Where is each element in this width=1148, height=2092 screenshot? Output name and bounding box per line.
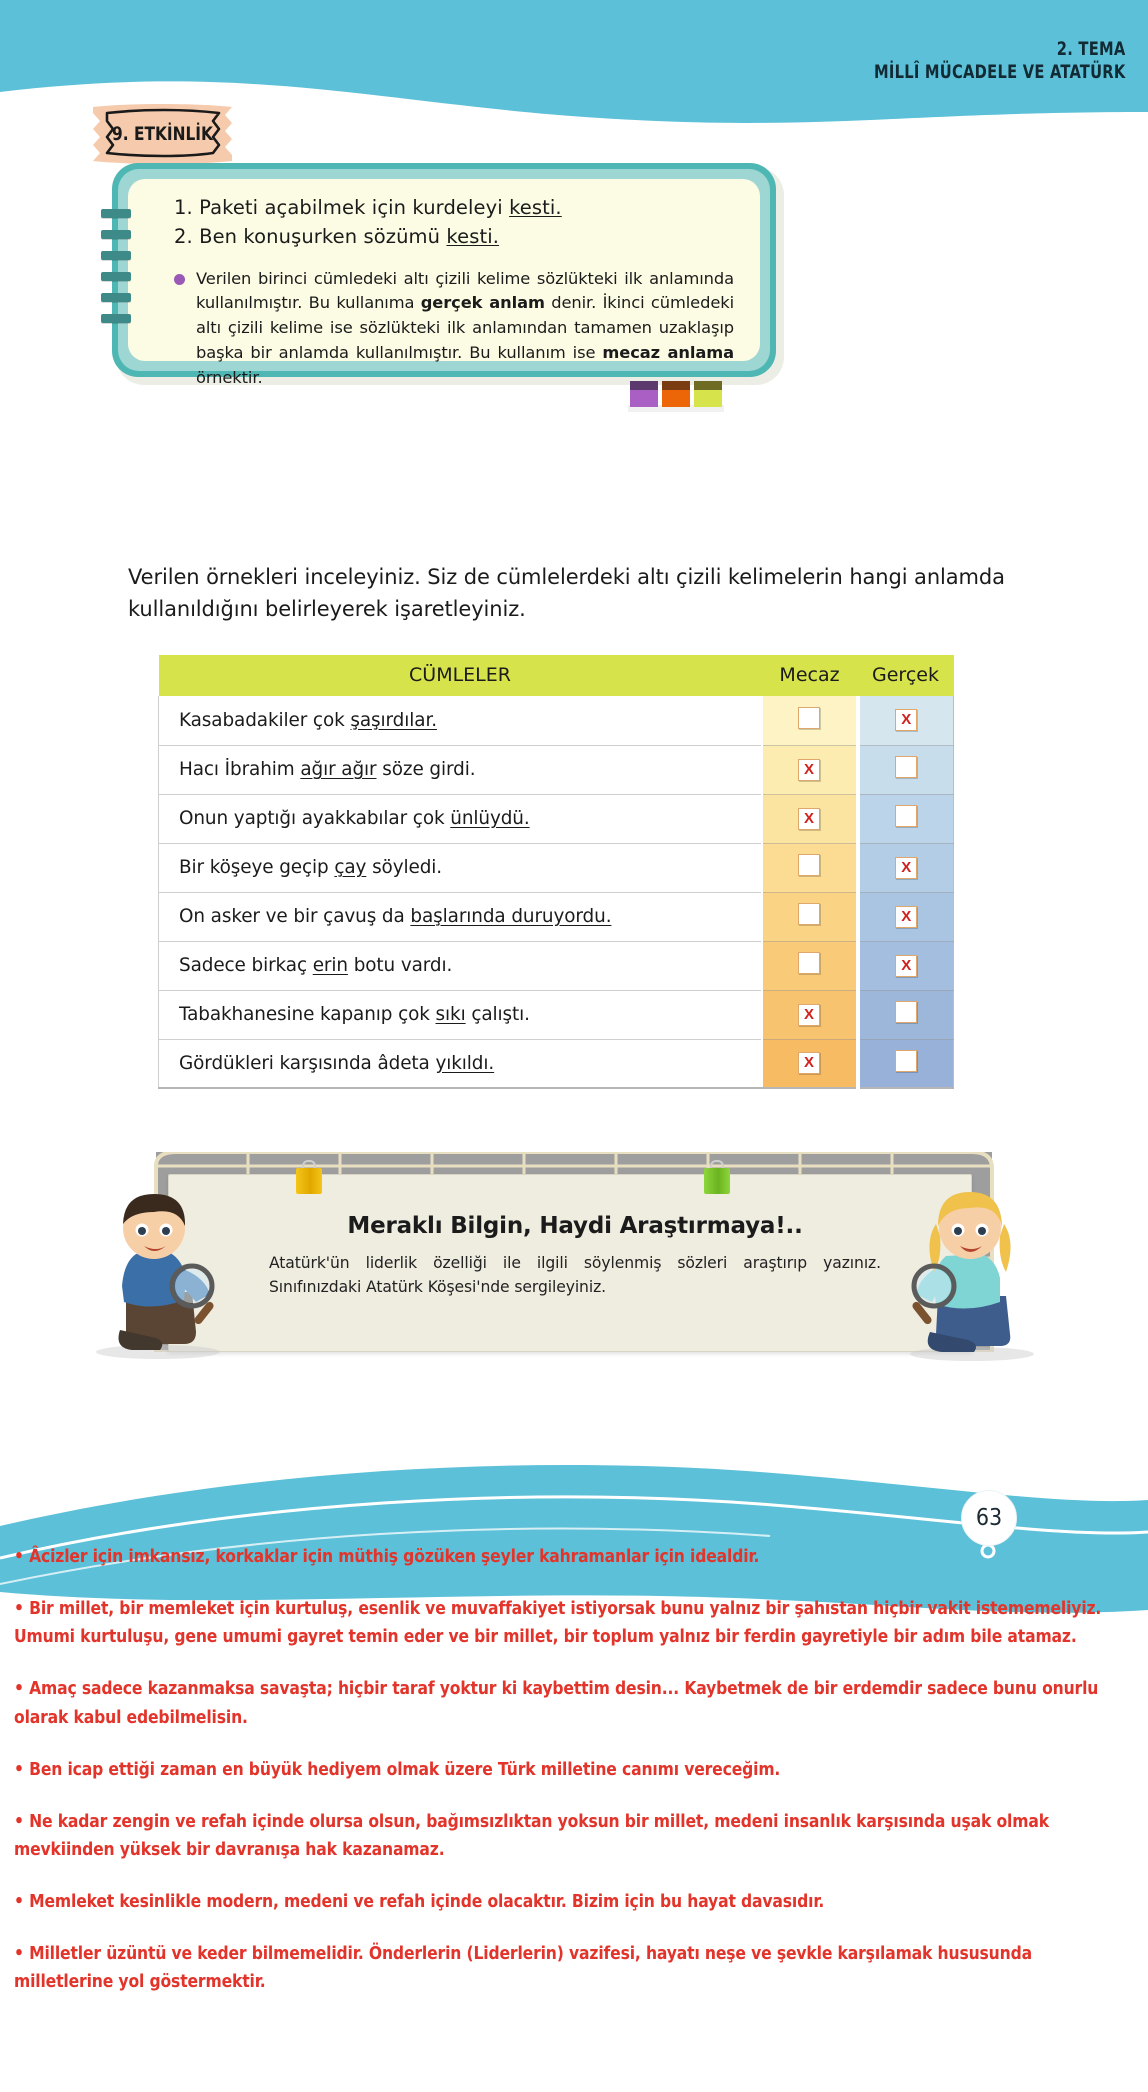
meaning-table-wrapper [158, 655, 954, 1089]
table-row [159, 794, 954, 843]
quote-item: • Ben icap ettiği zaman en büyük hediyem olmak üzere Türk milletine canımı vereceğim. [14, 1759, 781, 1780]
note-card-border-inner [118, 169, 770, 387]
table-cell-sentence: Kasabadakiler çok şaşırdılar. [159, 696, 762, 745]
explanation-part-3: örnektir. [196, 367, 263, 387]
table-cell-mecaz [762, 843, 858, 892]
checkbox-mecaz[interactable]: X [798, 759, 820, 781]
note-card-border-outer [112, 163, 776, 387]
activity-badge [85, 103, 240, 165]
checkbox-mecaz[interactable] [798, 952, 820, 974]
checkbox-mecaz[interactable] [798, 903, 820, 925]
example-line-1 [174, 193, 734, 222]
quote-item: • Bir millet, bir memleket için kurtuluş, esenlik ve muvaffakiyet istiyorsak bunu yalnız bir şahıstan hiçbir vakit istememeliyiz. Umumi kurtuluşu, gene umumi gayret temin eder ve bir millet, bir toplum yalnız bir ferdin gayretiyle bir adım bile atamaz. [14, 1599, 1102, 1648]
theme-label [874, 38, 1126, 84]
research-title: Meraklı Bilgin, Haydi Araştırmaya!.. [347, 1213, 803, 1239]
theme-number: 2. TEMA [1057, 38, 1126, 60]
color-tabs [630, 381, 722, 407]
table-cell-sentence: Tabakhanesine kapanıp çok sıkı çalıştı. [159, 990, 762, 1039]
checkbox-gercek[interactable] [895, 805, 917, 827]
table-cell-gercek [858, 696, 954, 745]
example-2-text: 2. Ben konuşurken sözümü kesti. [174, 225, 500, 249]
tab-orange [662, 381, 690, 407]
checkbox-gercek[interactable]: X [895, 906, 917, 928]
table-row [159, 1039, 954, 1088]
table-cell-gercek [858, 990, 954, 1039]
boy-character-illustration [80, 1182, 250, 1360]
research-board [128, 1152, 1020, 1362]
explanation-bold-gercek-anlam: gerçek anlam [420, 293, 545, 313]
table-row [159, 941, 954, 990]
header-mecaz: Mecaz [762, 655, 858, 696]
table-cell-mecaz [762, 892, 858, 941]
table-cell-gercek [858, 1039, 954, 1088]
table-cell-sentence: Sadece birkaç erin botu vardı. [159, 941, 762, 990]
table-cell-gercek [858, 941, 954, 990]
table-body [159, 696, 954, 1088]
quote-item: • Âcizler için imkansız, korkaklar için müthiş gözüken şeyler kahramanlar için idealdir. [14, 1547, 760, 1567]
girl-character-illustration [890, 1180, 1060, 1362]
activity-badge-label: 9. ETKİNLİK [112, 123, 213, 145]
header-gercek: Gerçek [858, 655, 954, 696]
checkbox-mecaz[interactable]: X [798, 1052, 820, 1074]
spiral-binding [101, 209, 131, 335]
explanation-part-1: Verilen birinci cümledeki altı çizili kelime sözlükteki ilk anlamında kullanılmıştır. Bu kullanıma [196, 268, 734, 313]
table-row [159, 990, 954, 1039]
table-row [159, 892, 954, 941]
table-header-row [159, 655, 954, 696]
table-cell-sentence: Onun yaptığı ayakkabılar çok ünlüydü. [159, 794, 762, 843]
tab-yellow [694, 381, 722, 407]
table-cell-gercek [858, 794, 954, 843]
clip-yellow-icon [296, 1160, 322, 1194]
checkbox-mecaz[interactable] [798, 707, 820, 729]
instruction-text: Verilen örnekleri inceleyiniz. Siz de cümlelerdeki altı çizili kelimelerin hangi anlamda kullanıldığını belirleyerek işaretleyiniz. [128, 565, 1005, 621]
table-row [159, 745, 954, 794]
checkbox-gercek[interactable] [895, 1001, 917, 1023]
research-paper [168, 1174, 972, 1352]
example-line-2 [174, 222, 734, 251]
checkbox-gercek[interactable]: X [895, 955, 917, 977]
checkbox-gercek[interactable]: X [895, 857, 917, 879]
checkbox-gercek[interactable] [895, 1050, 917, 1072]
checkbox-gercek[interactable] [895, 756, 917, 778]
header-sentences: CÜMLELER [159, 655, 762, 696]
checkbox-mecaz[interactable] [798, 854, 820, 876]
table-cell-gercek [858, 843, 954, 892]
table-cell-gercek [858, 745, 954, 794]
research-text: Atatürk'ün liderlik özelliği ile ilgili söylenmiş sözleri araştırıp yazınız. Sınıfınızdaki Atatürk Köşesi'nde sergileyiniz. [269, 1254, 881, 1297]
table-cell-mecaz [762, 794, 858, 843]
table-cell-mecaz [762, 990, 858, 1039]
note-card-body [128, 179, 760, 387]
explanation-paragraph [174, 267, 734, 391]
atatürk-quotes-list [14, 1543, 1128, 2021]
table-cell-mecaz [762, 941, 858, 990]
clip-green-icon [704, 1160, 730, 1194]
checkbox-gercek[interactable]: X [895, 709, 917, 731]
table-row [159, 696, 954, 745]
table-cell-sentence: On asker ve bir çavuş da başlarında duruyordu. [159, 892, 762, 941]
table-cell-sentence: Bir köşeye geçip çay söyledi. [159, 843, 762, 892]
bullet-dot-icon [174, 274, 185, 285]
example-1-text: 1. Paketi açabilmek için kurdeleyi kesti. [174, 196, 562, 219]
table-cell-mecaz [762, 696, 858, 745]
table-cell-mecaz [762, 745, 858, 794]
quote-item: • Ne kadar zengin ve refah içinde olursa olsun, bağımsızlıktan yoksun bir millet, medeni insanlık karşısında uşak olmak mevkiinden yüksek bir davranışa hak kazanamaz. [14, 1811, 1049, 1860]
checkbox-mecaz[interactable]: X [798, 808, 820, 830]
quote-item: • Amaç sadece kazanmaksa savaşta; hiçbir taraf yoktur ki kaybettim desin... Kaybetmek de bir erdemdir sadece bunu onurlu olarak kabul edebilmelisin. [14, 1679, 1099, 1728]
note-card [112, 163, 784, 385]
theme-title: MİLLÎ MÜCADELE VE ATATÜRK [874, 61, 1126, 84]
explanation-part-2: denir. İkinci cümledeki altı çizili kelime ise sözlükteki ilk anlamından tamamen uzaklaşıp başka bir anlamda kullanılmıştır. Bu kullanım ise [196, 293, 734, 362]
quote-item: • Milletler üzüntü ve keder bilmemelidir. Önderlerin (Liderlerin) vazifesi, hayatı neşe ve şevkle karşılamak hususunda milletlerine yol göstermektir. [14, 1944, 1032, 1993]
page-number: 63 [961, 1490, 1017, 1546]
meaning-table [158, 655, 954, 1089]
table-cell-sentence: Hacı İbrahim ağır ağır söze girdi. [159, 745, 762, 794]
table-cell-gercek [858, 892, 954, 941]
checkbox-mecaz[interactable]: X [798, 1004, 820, 1026]
explanation-bold-mecaz-anlama: mecaz anlama [602, 342, 734, 362]
table-row [159, 843, 954, 892]
quote-item: • Memleket kesinlikle modern, medeni ve refah içinde olacaktır. Bizim için bu hayat davasıdır. [14, 1892, 825, 1913]
tab-purple [630, 381, 658, 407]
table-cell-sentence: Gördükleri karşısında âdeta yıkıldı. [159, 1039, 762, 1088]
table-cell-mecaz [762, 1039, 858, 1088]
